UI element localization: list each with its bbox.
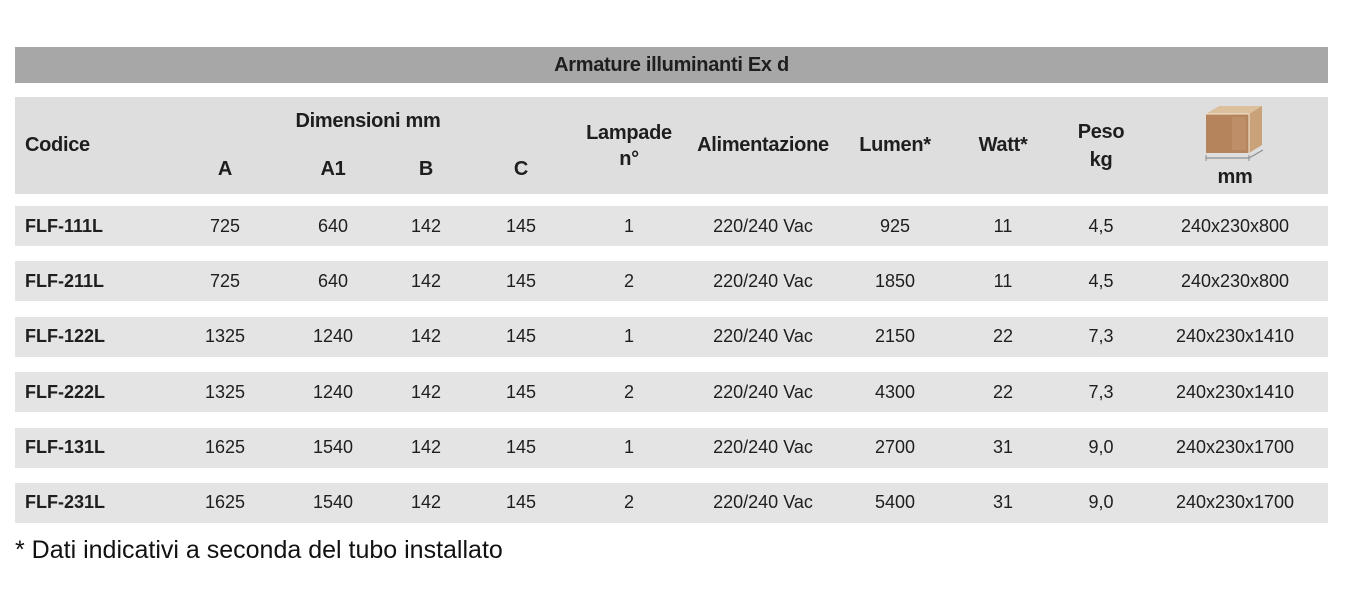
- footnote: * Dati indicativi a seconda del tubo installato: [15, 536, 503, 564]
- header-codice: Codice: [25, 134, 90, 156]
- cell-codice: FLF-222L: [25, 381, 106, 402]
- cell-alimentazione: 220/240 Vac: [713, 437, 813, 458]
- header-lampade-label: Lampade: [586, 121, 672, 144]
- table-title: Armature illuminanti Ex d: [554, 53, 789, 76]
- cell-imballo: 240x230x1700: [1175, 492, 1295, 513]
- cell-imballo: 240x230x800: [1180, 215, 1290, 236]
- table-row: [15, 317, 1328, 357]
- cell-peso: 4,5: [1088, 215, 1114, 236]
- table-body: [15, 206, 1328, 523]
- header-imballo-unit: mm: [1217, 166, 1253, 188]
- header-watt: Watt*: [978, 134, 1028, 156]
- cell-b: 142: [410, 326, 442, 347]
- cell-watt: 11: [993, 270, 1013, 291]
- header-peso: [1060, 97, 1142, 194]
- table-title-bar: [15, 47, 1328, 83]
- cell-lampade: 1: [623, 215, 634, 236]
- cell-peso: 9,0: [1088, 437, 1114, 458]
- header-alimentazione: Alimentazione: [697, 134, 829, 156]
- cell-b: 142: [410, 215, 442, 236]
- cell-c: 145: [505, 437, 537, 458]
- cell-watt: 11: [993, 215, 1013, 236]
- cell-lampade: 2: [623, 381, 634, 402]
- table-row: [15, 428, 1328, 468]
- cell-watt: 31: [992, 492, 1014, 513]
- cell-alimentazione: 220/240 Vac: [713, 381, 813, 402]
- cell-watt: 31: [992, 437, 1014, 458]
- cell-codice: FLF-131L: [25, 437, 106, 458]
- cell-a: 1625: [204, 492, 246, 513]
- cell-a1: 1540: [312, 437, 354, 458]
- header-lumen: Lumen*: [859, 134, 931, 156]
- header-dimensioni: Dimensioni mm: [295, 109, 441, 132]
- header-dim-a: A: [217, 158, 233, 180]
- cell-codice: FLF-211L: [25, 270, 105, 291]
- cell-b: 142: [410, 437, 442, 458]
- cell-lampade: 2: [623, 492, 634, 513]
- cell-a: 725: [209, 215, 241, 236]
- cell-b: 142: [410, 381, 442, 402]
- cell-codice: FLF-122L: [25, 326, 106, 347]
- cell-alimentazione: 220/240 Vac: [713, 326, 813, 347]
- header-lampade: [576, 97, 682, 194]
- header-imballo: [1142, 97, 1328, 194]
- table-row: [15, 206, 1328, 246]
- cell-a: 1625: [204, 437, 246, 458]
- cell-imballo: 240x230x1700: [1175, 437, 1295, 458]
- cell-watt: 22: [992, 381, 1014, 402]
- header-dim-a1: A1: [320, 158, 346, 180]
- cell-a1: 1540: [312, 492, 354, 513]
- cell-lumen: 2700: [874, 437, 916, 458]
- box-icon: [1202, 103, 1268, 163]
- cell-c: 145: [505, 326, 537, 347]
- cell-lampade: 1: [623, 326, 634, 347]
- cell-b: 142: [410, 492, 442, 513]
- cell-lumen: 5400: [874, 492, 916, 513]
- table-header: [15, 97, 1328, 194]
- cell-c: 145: [505, 215, 537, 236]
- cell-peso: 4,5: [1088, 270, 1114, 291]
- header-dim-c: C: [513, 158, 529, 180]
- cell-c: 145: [505, 381, 537, 402]
- cell-lumen: 2150: [874, 326, 916, 347]
- table-row: [15, 261, 1328, 301]
- cell-imballo: 240x230x800: [1180, 270, 1290, 291]
- cell-watt: 22: [992, 326, 1014, 347]
- header-dim-b: B: [418, 158, 434, 180]
- cell-codice: FLF-111L: [25, 215, 104, 236]
- header-lampade-unit: n°: [619, 147, 639, 170]
- cell-a1: 640: [317, 215, 349, 236]
- cell-a: 1325: [204, 326, 246, 347]
- cell-peso: 7,3: [1088, 381, 1114, 402]
- cell-lampade: 1: [623, 437, 634, 458]
- table-row: [15, 483, 1328, 523]
- cell-codice: FLF-231L: [25, 492, 106, 513]
- header-peso-label: Peso: [1077, 120, 1125, 143]
- cell-lampade: 2: [623, 270, 634, 291]
- cell-lumen: 925: [879, 215, 911, 236]
- cell-a1: 1240: [312, 326, 354, 347]
- cell-alimentazione: 220/240 Vac: [713, 492, 813, 513]
- cell-lumen: 4300: [874, 381, 916, 402]
- cell-b: 142: [410, 270, 442, 291]
- cell-a: 725: [209, 270, 241, 291]
- cell-alimentazione: 220/240 Vac: [713, 270, 813, 291]
- cell-imballo: 240x230x1410: [1175, 326, 1295, 347]
- cell-c: 145: [505, 492, 537, 513]
- cell-a1: 1240: [312, 381, 354, 402]
- cell-a: 1325: [204, 381, 246, 402]
- cell-alimentazione: 220/240 Vac: [713, 215, 813, 236]
- cell-a1: 640: [317, 270, 349, 291]
- table-row: [15, 372, 1328, 412]
- cell-peso: 9,0: [1088, 492, 1114, 513]
- cell-lumen: 1850: [874, 270, 916, 291]
- cell-peso: 7,3: [1088, 326, 1114, 347]
- cell-imballo: 240x230x1410: [1175, 381, 1295, 402]
- cell-c: 145: [505, 270, 537, 291]
- header-peso-unit: kg: [1089, 148, 1113, 171]
